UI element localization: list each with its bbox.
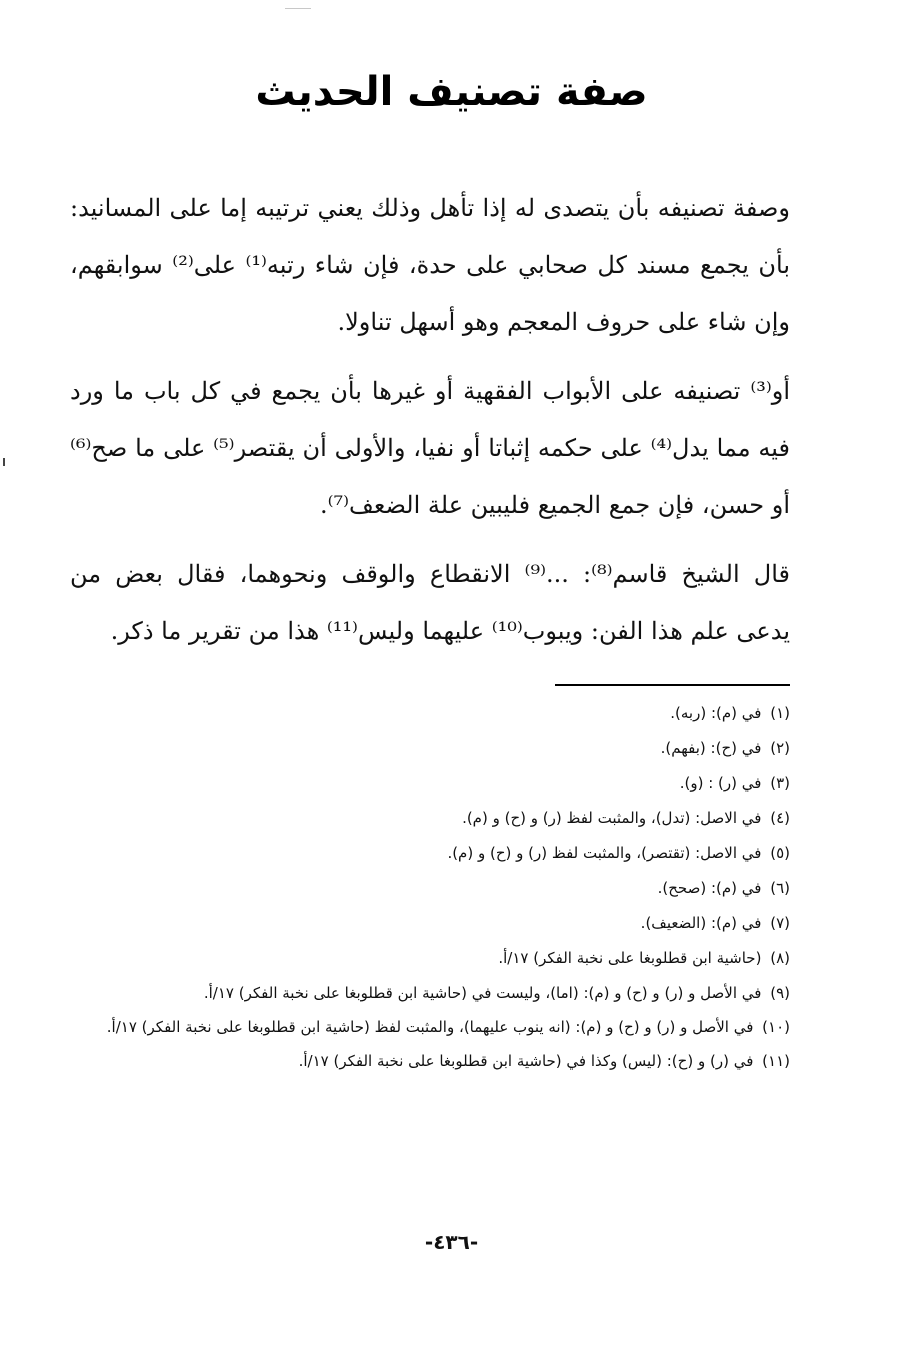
footnote-number: (٢): [770, 739, 790, 757]
footnote-number: (٣): [770, 774, 790, 792]
footnote-text: في الاصل: (تقتصر)، والمثبت لفظ (ر) و (ح) و (م).: [447, 844, 762, 862]
footnote-8: [70, 941, 790, 976]
footnote-text: في (م): (صحح).: [657, 879, 762, 897]
footnote-6: [70, 871, 790, 906]
chapter-heading: صفة تصنيف الحديث: [255, 69, 648, 115]
footnote-text: في الأصل و (ر) و (ح) و (م): (انه ينوب عليهما)، والمثبت لفظ (حاشية ابن قطلوبغا على نخبة الفكر) ١٧/أ.: [106, 1018, 754, 1036]
footnote-separator: [555, 684, 790, 686]
footnote-10: [70, 1010, 790, 1044]
footnote-text: في (ر) و (ح): (ليس) وكذا في (حاشية ابن قطلوبغا على نخبة الفكر) ١٧/أ.: [298, 1052, 754, 1070]
scan-speck: [285, 8, 311, 9]
footnote-1: [70, 696, 790, 731]
footnote-number: (٧): [770, 914, 790, 932]
footnote-number: (٤): [770, 809, 790, 827]
footnote-number: (٥): [770, 844, 790, 862]
footnote-text: في الاصل: (تدل)، والمثبت لفظ (ر) و (ح) و (م).: [462, 809, 762, 827]
footnote-text: في (ر) : (و).: [679, 774, 762, 792]
footnote-9: [70, 976, 790, 1010]
footnote-11: [70, 1044, 790, 1079]
footnote-7: [70, 906, 790, 941]
footnote-text: في (م): (الضعيف).: [640, 914, 762, 932]
page-number: -٤٣٦-: [424, 1230, 479, 1254]
footnote-3: [70, 766, 790, 801]
footnote-number: (٩): [770, 984, 790, 1002]
footnote-number: (١): [770, 704, 790, 722]
footnote-5: [70, 836, 790, 871]
main-text: [70, 180, 790, 672]
footnotes: [70, 696, 790, 1079]
paragraph-1: وصفة تصنيفه بأن يتصدى له إذا تأهل وذلك يعني ترتيبه إما على المسانيد: بأن يجمع مسند كل صحابي على حدة، فإن شاء رتبه⁽¹⁾ على⁽²⁾ سوابقهم، وإن شاء على حروف المعجم وهو أسهل تناولا.: [70, 194, 791, 336]
footnote-number: (٦): [770, 879, 790, 897]
footnote-2: [70, 731, 790, 766]
paragraph-3: قال الشيخ قاسم⁽⁸⁾: ...⁽⁹⁾ الانقطاع والوقف ونحوهما، فقال بعض من يدعى علم هذا الفن: ويبوب⁽¹⁰⁾ عليهما وليس⁽¹¹⁾ هذا من تقرير ما ذكر.: [70, 560, 790, 645]
footnote-4: [70, 801, 790, 836]
footnote-number: (١٠): [762, 1018, 790, 1036]
footnote-text: في (م): (ربه).: [670, 704, 762, 722]
scan-margin-mark: [3, 458, 5, 466]
footnote-text: في (ح): (بفهم).: [660, 739, 762, 757]
paragraph-2: أو⁽³⁾ تصنيفه على الأبواب الفقهية أو غيرها بأن يجمع في كل باب ما ورد فيه مما يدل⁽⁴⁾ على حكمه إثباتا أو نفيا، والأولى أن يقتصر⁽⁵⁾ على ما صح⁽⁶⁾ أو حسن، فإن جمع الجميع فليبين علة الضعف⁽⁷⁾.: [70, 377, 790, 519]
footnote-text: (حاشية ابن قطلوبغا على نخبة الفكر) ١٧/أ.: [498, 949, 762, 967]
footnote-number: (١١): [762, 1052, 790, 1070]
footnote-text: في الأصل و (ر) و (ح) و (م): (اما)، وليست في (حاشية ابن قطلوبغا على نخبة الفكر) ١٧/أ.: [203, 984, 762, 1002]
footnote-number: (٨): [770, 949, 790, 967]
